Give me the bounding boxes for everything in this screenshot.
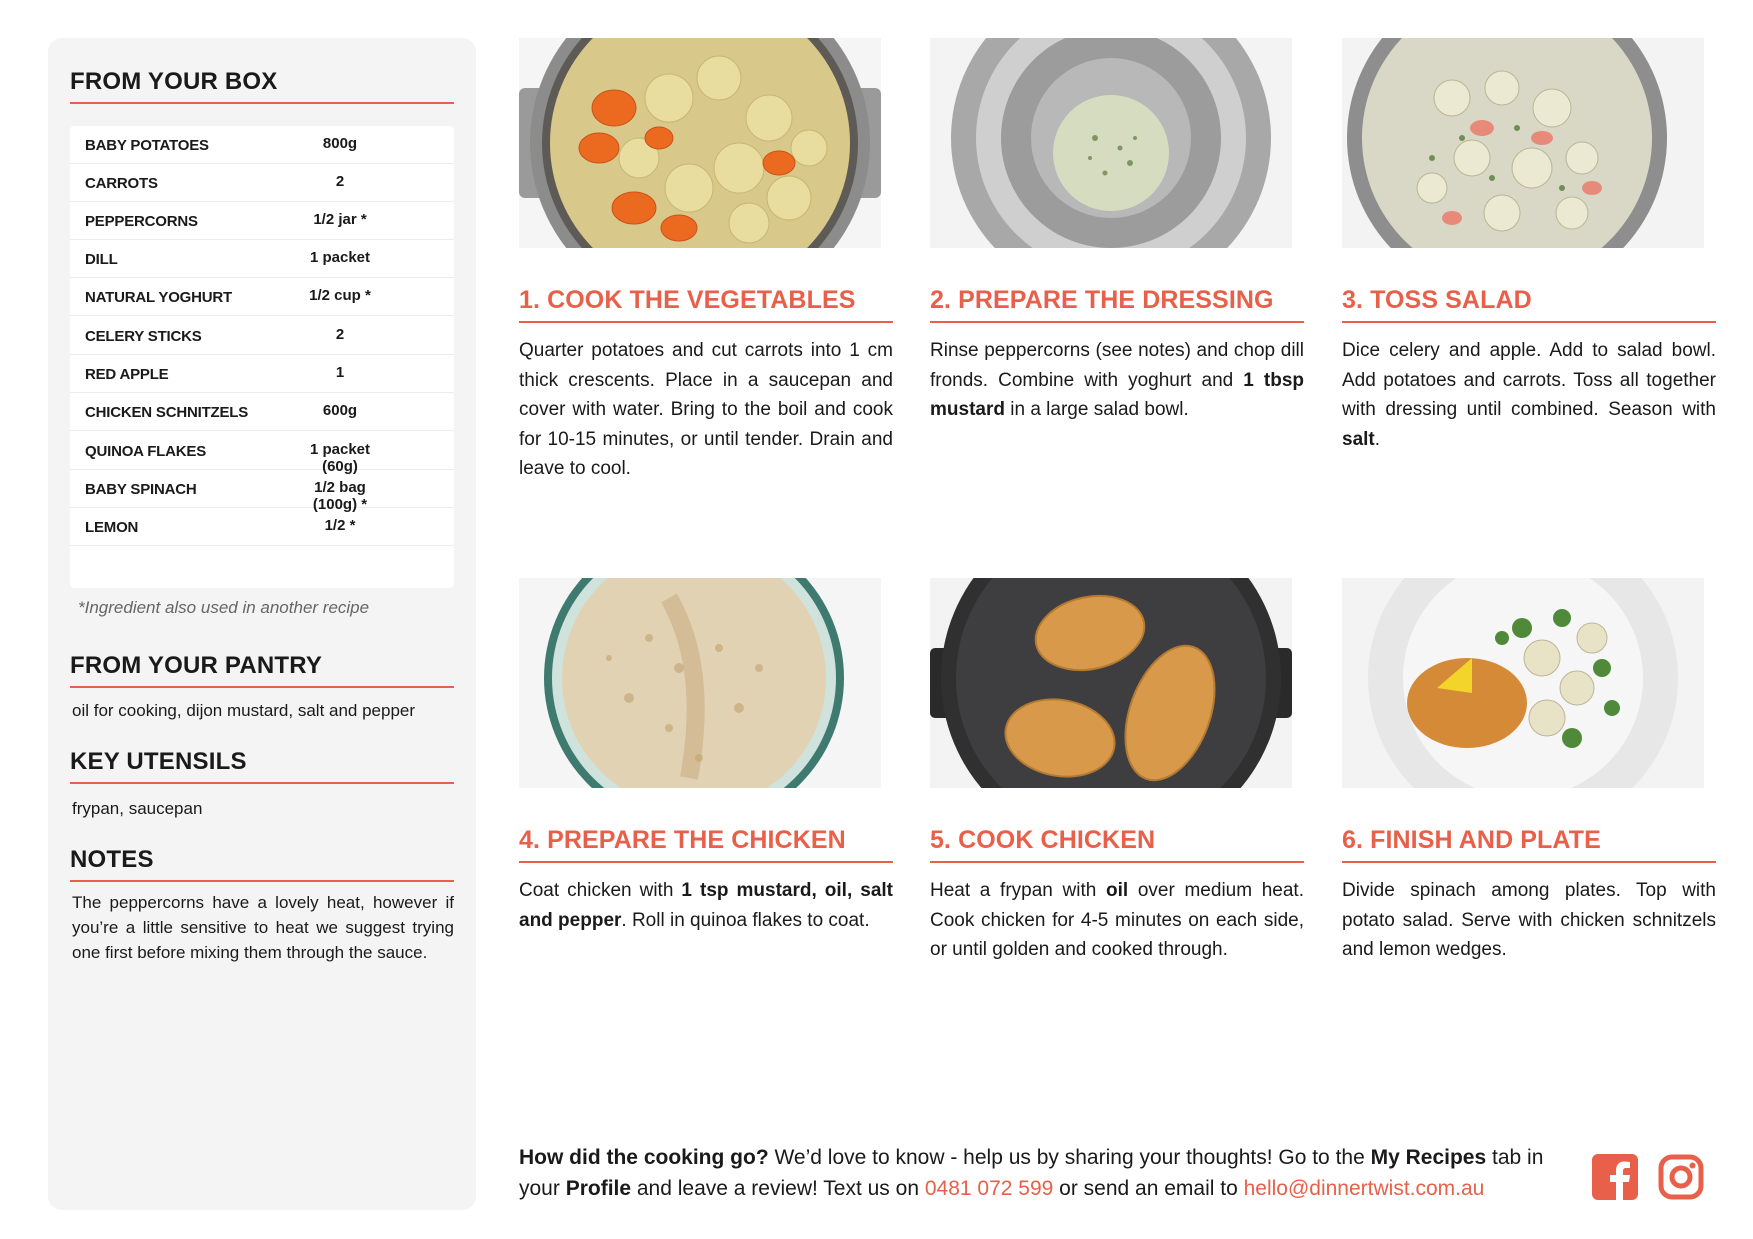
feedback-footer: [519, 1142, 1579, 1204]
ingredient-name: CARROTS: [85, 175, 158, 192]
ingredient-qty: 1/2 cup *: [309, 287, 371, 304]
step-5-body: [930, 876, 1304, 965]
step-body-text: Heat a frypan with: [930, 880, 1106, 901]
facebook-icon[interactable]: [1592, 1154, 1638, 1200]
footer-phone-link[interactable]: 0481 072 599: [924, 1177, 1054, 1200]
ingredient-name: RED APPLE: [85, 366, 169, 383]
from-your-pantry-heading: FROM YOUR PANTRY: [70, 652, 454, 688]
step-3-body: [1342, 336, 1716, 454]
ingredient-name: DILL: [85, 251, 118, 268]
notes-text: The peppercorns have a lovely heat, however if you’re a little sensitive to heat we suggest trying one first before mixing them through the sauce.: [72, 893, 454, 962]
step-5-photo: [930, 578, 1292, 788]
step-3-title: 3. TOSS SALAD: [1342, 286, 1716, 323]
step-body-text: in a large salad bowl.: [1004, 399, 1189, 420]
step-body-text: Divide spinach among plates. Top with potato salad. Serve with chicken schnitzels and lemon wedges.: [1342, 880, 1716, 960]
from-your-box-heading: FROM YOUR BOX: [70, 68, 454, 104]
footer-text-2: tab in your: [519, 1146, 1544, 1200]
step-body-bold: 1 tbsp mustard: [930, 369, 1304, 420]
step-body-bold: 1 tsp mustard, oil, salt and pepper: [519, 880, 893, 931]
utensils-text: frypan, saucepan: [72, 799, 203, 818]
step-body-bold: salt: [1342, 428, 1375, 450]
step-6-photo: [1342, 578, 1704, 788]
footer-profile: Profile: [565, 1177, 632, 1200]
ingredient-qty: 2: [335, 326, 345, 343]
step-body-text: Dice celery and apple. Add to salad bowl. Add potatoes and carrots. Toss all together with dressing until combined. Season with: [1342, 340, 1716, 420]
footer-email-link[interactable]: hello@dinnertwist.com.au: [1243, 1177, 1485, 1200]
ingredient-qty: 1 packet: [309, 249, 371, 266]
step-3-photo: [1342, 38, 1704, 248]
footer-text-4: or send an email to: [1053, 1177, 1244, 1200]
step-body-text: Coat chicken with: [519, 880, 682, 901]
sidebar: [48, 38, 476, 1210]
ingredient-qty: 1: [335, 364, 345, 381]
ingredient-name: QUINOA FLAKES: [85, 443, 207, 460]
step-1-title: 1. COOK THE VEGETABLES: [519, 286, 893, 323]
step-2-title: 2. PREPARE THE DRESSING: [930, 286, 1304, 323]
ingredient-note: *Ingredient also used in another recipe: [78, 598, 370, 617]
ingredient-name: NATURAL YOGHURT: [85, 289, 233, 306]
step-body-text: over medium heat. Cook chicken for 4-5 minutes on each side, or until golden and cooked through.: [930, 880, 1304, 960]
step-body-text: .: [1374, 428, 1381, 450]
ingredient-name: CHICKEN SCHNITZELS: [85, 404, 249, 421]
footer-text-3: and leave a review! Text us on: [631, 1177, 925, 1200]
ingredient-row: [70, 355, 454, 393]
footer-my-recipes: My Recipes: [1370, 1146, 1487, 1169]
ingredients-table: [70, 126, 454, 588]
ingredient-qty: 1 packet (60g): [309, 441, 371, 475]
ingredient-qty: 2: [335, 173, 345, 190]
step-6-title: 6. FINISH AND PLATE: [1342, 826, 1716, 863]
step-2-photo: [930, 38, 1292, 248]
ingredient-qty: 1/2 jar *: [313, 211, 367, 228]
ingredient-name: BABY SPINACH: [85, 481, 197, 498]
ingredient-qty: 1/2 bag (100g) *: [312, 479, 368, 513]
ingredient-qty: 800g: [322, 135, 358, 152]
step-body-text: Quarter potatoes and cut carrots into 1 cm thick crescents. Place in a saucepan and cover with water. Bring to the boil and cook for 10-15 minutes, or until tender. Drain and leave to cool.: [519, 340, 893, 479]
ingredient-row: [70, 126, 454, 164]
pantry-text: oil for cooking, dijon mustard, salt and pepper: [72, 701, 416, 720]
step-4-body: [519, 876, 893, 935]
step-6-body: [1342, 876, 1716, 965]
ingredient-row: [70, 317, 454, 355]
step-4-photo: [519, 578, 881, 788]
step-5-title: 5. COOK CHICKEN: [930, 826, 1304, 863]
step-body-text: Rinse peppercorns (see notes) and chop dill fronds. Combine with yoghurt and: [930, 340, 1304, 391]
notes-heading: NOTES: [70, 846, 454, 882]
ingredient-row: [70, 202, 454, 240]
step-body-bold: oil: [1106, 880, 1129, 901]
footer-text-1: We’d love to know - help us by sharing your thoughts! Go to the: [768, 1146, 1371, 1169]
ingredient-row: [70, 508, 454, 546]
ingredient-name: BABY POTATOES: [85, 137, 209, 154]
ingredient-row: [70, 278, 454, 316]
ingredient-name: LEMON: [85, 519, 139, 536]
ingredient-qty: 600g: [322, 402, 358, 419]
step-body-text: . Roll in quinoa flakes to coat.: [621, 909, 870, 931]
ingredient-qty: 1/2 *: [324, 517, 356, 534]
instagram-icon[interactable]: [1658, 1154, 1704, 1200]
key-utensils-heading: KEY UTENSILS: [70, 748, 454, 784]
ingredient-row: [70, 432, 454, 475]
footer-question: How did the cooking go?: [519, 1146, 769, 1169]
ingredient-row: [70, 240, 454, 278]
step-1-photo: [519, 38, 881, 248]
ingredient-name: CELERY STICKS: [85, 328, 202, 345]
ingredient-row: [70, 470, 454, 513]
ingredient-row: [70, 393, 454, 431]
step-2-body: [930, 336, 1304, 425]
step-1-body: [519, 336, 893, 484]
ingredient-row: [70, 164, 454, 202]
step-4-title: 4. PREPARE THE CHICKEN: [519, 826, 893, 863]
ingredient-name: PEPPERCORNS: [85, 213, 198, 230]
